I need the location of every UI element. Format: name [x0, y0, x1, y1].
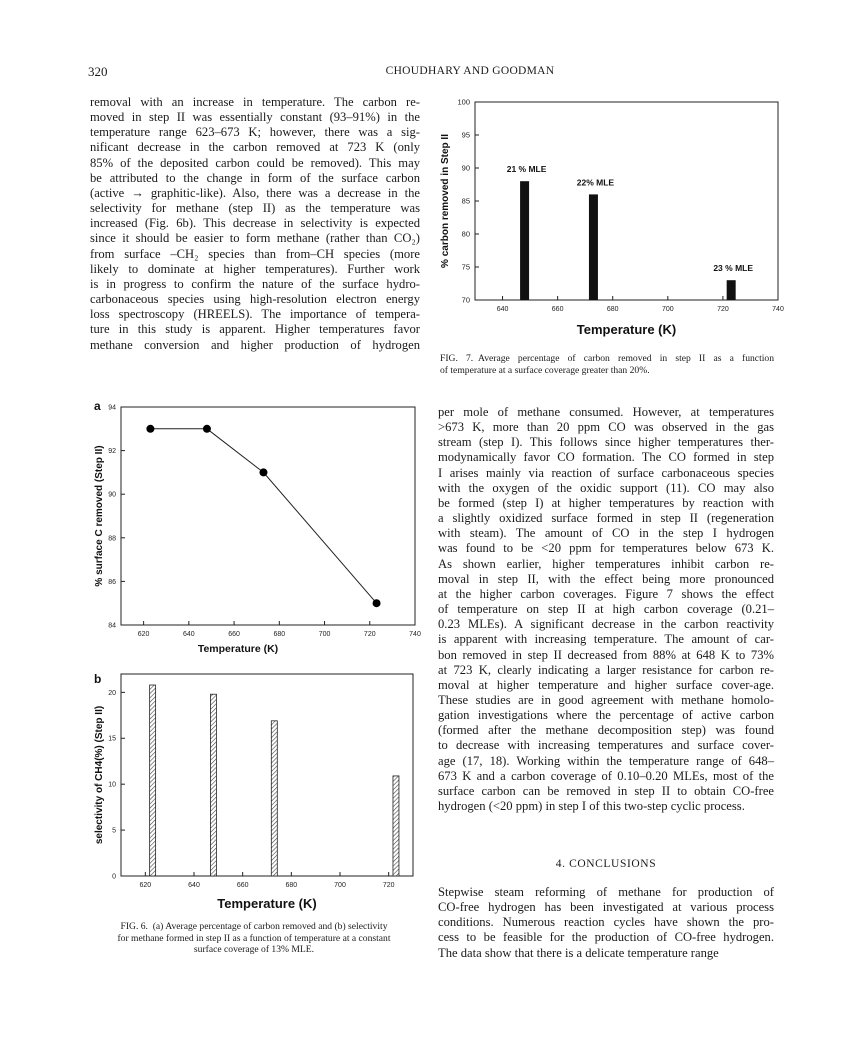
text-line: of temperature on step II at high carbon coverage (0.21– — [438, 602, 774, 617]
bar-annotation: 23 % MLE — [713, 263, 754, 274]
bar — [727, 280, 736, 300]
figure-6b-chart — [86, 668, 426, 916]
y-tick-label: 90 — [108, 491, 116, 499]
caption-line: of temperature at a surface coverage greater than 20%. — [440, 364, 650, 376]
bar — [589, 194, 598, 300]
x-axis-label: Temperature (K) — [197, 643, 279, 655]
caption-label: FIG. 6. — [120, 921, 148, 932]
x-tick-label: 640 — [496, 306, 509, 313]
y-tick-label: 15 — [108, 735, 116, 743]
caption-line: for methane formed in step II as a function of temperature at a constant — [117, 932, 391, 944]
text-line: Stepwise steam reforming of methane for production of — [438, 885, 774, 899]
plot-frame — [121, 674, 413, 876]
text-line: be formed (step I) at higher temperatures by reaction with — [438, 495, 774, 510]
y-tick-label: 86 — [108, 578, 116, 586]
text-line: These studies are in good agreement with methane homolo- — [438, 692, 774, 707]
y-tick-label: 80 — [461, 229, 470, 239]
x-tick-label: 640 — [183, 631, 195, 638]
y-tick-label: 100 — [457, 97, 470, 107]
caption-text: (a) Average percentage of carbon removed and (b) selectivity — [152, 921, 388, 932]
text-line: was found to be <20 ppm for temperatures below 673 K. — [438, 541, 774, 556]
text-line: hydrogen (<20 ppm) in step I of this two-step cyclic process. — [438, 799, 745, 814]
section-heading-conclusions: 4. CONCLUSIONS — [555, 858, 657, 870]
text-line: is in progress to confirm the nature of the surface hydro- — [90, 276, 420, 291]
bar — [150, 685, 156, 876]
figure-6-caption — [88, 921, 420, 956]
x-tick-label: 640 — [188, 882, 200, 889]
x-tick-label: 620 — [137, 631, 150, 638]
caption-label: FIG. 7. — [440, 353, 474, 364]
caption-line: surface coverage of 13% MLE. — [193, 944, 315, 956]
bar-annotation: 21 % MLE — [506, 164, 547, 175]
data-point — [373, 599, 381, 607]
text-line: conditions. Numerous reaction cycles have shown the pro- — [438, 915, 774, 930]
text-line: carbonaceous species using high-resolution electron energy — [90, 292, 420, 307]
left-column-text — [90, 95, 420, 353]
text-line: nificant decrease in the carbon removed at 723 K (only — [90, 140, 420, 155]
text-line: >673 K, more than 20 ppm CO was observed in the gas — [438, 420, 774, 435]
x-tick-label: 740 — [409, 631, 421, 638]
text-line: 85% of the deposited carbon could be removed). This may — [90, 155, 420, 170]
x-tick-label: 700 — [661, 306, 674, 313]
y-tick-label: 0 — [112, 873, 116, 881]
y-axis-label: % surface C removed (Step II) — [94, 445, 105, 587]
x-tick-label: 700 — [334, 882, 346, 889]
text-line: modynamically favor CO formation. The CO formed in step — [438, 450, 774, 465]
text-line: cess to be feasible for the production of CO-free hydrogen. — [438, 930, 774, 945]
y-tick-label: 10 — [108, 781, 116, 789]
text-line: be attributed to the change in form of the surface carbon — [90, 170, 420, 185]
text-line: gation investigations where the percentage of active carbon — [438, 708, 774, 723]
text-line: likely to dominate at higher temperatures). Further work — [90, 261, 420, 276]
text-line: surface carbon can be removed in step II to obtain CO-free — [438, 783, 774, 798]
text-line: loss spectroscopy (HREELS). The importance of tempera- — [90, 307, 420, 322]
panel-label: b — [94, 672, 102, 686]
bar — [520, 181, 529, 300]
text-line: ture in this study is apparent. Higher temperatures favor — [90, 322, 420, 337]
y-tick-label: 20 — [108, 689, 116, 697]
text-line: 0.23 MLEs). A significant decrease in the carbon reactivity — [438, 617, 774, 632]
y-tick-label: 92 — [108, 448, 116, 456]
bar-annotation: 22% MLE — [576, 177, 615, 188]
text-line: temperature range 623–673 K; however, there was a sig- — [90, 125, 420, 140]
text-line: at 723 K, clearly indicating a larger resistance for carbon re- — [438, 662, 774, 677]
text-line: (active → graphitic-like). Also, there was a decrease in the — [90, 185, 420, 200]
x-tick-label: 700 — [318, 631, 331, 638]
text-line: selectivity for methane (step II) as the temperature was — [90, 201, 420, 216]
figure-6a-chart — [86, 395, 426, 663]
bar — [271, 721, 277, 876]
y-axis-label: % carbon removed in Step II — [440, 134, 451, 268]
data-point — [203, 425, 211, 433]
conclusions-text — [438, 885, 774, 961]
y-tick-label: 88 — [108, 535, 116, 543]
text-line: methane conversion and higher production of hydrogen — [90, 337, 420, 352]
text-line: 673 K and a carbon coverage of 0.10–0.20 MLEs, most of the — [438, 768, 774, 783]
running-head: CHOUDHARY AND GOODMAN — [385, 65, 555, 77]
x-tick-label: 660 — [236, 882, 249, 889]
x-tick-label: 720 — [382, 882, 395, 889]
y-tick-label: 5 — [112, 827, 116, 835]
right-column-text — [438, 405, 774, 814]
figure-7-caption — [440, 353, 774, 376]
y-tick-label: 95 — [461, 130, 470, 140]
bar — [393, 776, 399, 876]
text-line: a slightly oxidized surface formed in step II (regeneration — [438, 511, 774, 526]
page-number: 320 — [88, 64, 108, 79]
x-tick-label: 680 — [273, 631, 286, 638]
x-tick-label: 660 — [551, 306, 564, 313]
panel-label: a — [94, 399, 101, 413]
y-tick-label: 85 — [461, 196, 470, 206]
text-line: moval at higher temperature and higher surface cover-age. — [438, 677, 774, 692]
text-line: from surface –CH₂ species than from–CH species (more — [90, 246, 420, 261]
caption-line — [440, 353, 774, 365]
y-tick-label: 75 — [461, 262, 470, 272]
data-point — [259, 468, 267, 476]
plot-frame — [121, 407, 415, 625]
data-point — [146, 425, 154, 433]
y-axis-label: selectivity of CH4(%) (Step II) — [94, 705, 105, 845]
x-tick-label: 720 — [717, 306, 729, 313]
text-line: since it should be easier to form methane (rather than CO₂) — [90, 231, 420, 246]
text-line: increased (Fig. 6b). This decrease in selectivity is expected — [90, 216, 420, 231]
y-tick-label: 70 — [461, 295, 470, 305]
text-line: per mole of methane consumed. However, at temperatures — [438, 405, 774, 419]
text-line: removal with an increase in temperature. The carbon re- — [90, 95, 420, 109]
x-axis-label: Temperature (K) — [576, 322, 677, 337]
series-line — [150, 429, 376, 603]
text-line: moved in step II was essentially constant (93–91%) in the — [90, 110, 420, 125]
text-line: I arises mainly via reaction of surface carbonaceous species — [438, 465, 774, 480]
x-tick-label: 740 — [772, 306, 784, 313]
text-line: The data show that there is a delicate temperature range — [438, 945, 719, 960]
text-line: is apparent with increasing temperature. The amount of car- — [438, 632, 774, 647]
text-line: As shown earlier, higher temperatures inhibit carbon re- — [438, 556, 774, 571]
figure-7-chart — [430, 90, 785, 348]
text-line: age (17, 18). Working within the temperature range of 648– — [438, 753, 774, 768]
caption-text: Average percentage of carbon removed in step II as a function — [478, 353, 774, 364]
text-line: bon removed in step II decreased from 88% at 648 K to 73% — [438, 647, 774, 662]
x-tick-label: 660 — [228, 631, 240, 638]
x-axis-label: Temperature (K) — [217, 896, 317, 911]
text-line: moval in step II, with the effect being more pronounced — [438, 571, 774, 586]
text-line: with the oxygen of the oxidic support (11). CO may also — [438, 480, 774, 495]
caption-line — [88, 921, 420, 933]
text-line: at the higher carbon coverages. Figure 7 shows the effect — [438, 586, 774, 601]
y-tick-label: 94 — [108, 404, 116, 412]
text-line: stream (step I). This follows since higher temperatures ther- — [438, 435, 774, 450]
x-tick-label: 720 — [363, 631, 376, 638]
text-line: CO-free hydrogen has been investigated at various process — [438, 900, 774, 915]
x-tick-label: 680 — [606, 306, 619, 313]
text-line: (formed after the methane decomposition step) was found — [438, 723, 774, 738]
y-tick-label: 90 — [461, 163, 470, 173]
text-line: with steam). The amount of CO in the step I hydrogen — [438, 526, 774, 541]
x-tick-label: 620 — [139, 882, 152, 889]
text-line: to decrease with increasing temperatures and surface cover- — [438, 738, 774, 753]
bar — [210, 694, 216, 876]
y-tick-label: 84 — [108, 622, 116, 630]
x-tick-label: 680 — [285, 882, 298, 889]
